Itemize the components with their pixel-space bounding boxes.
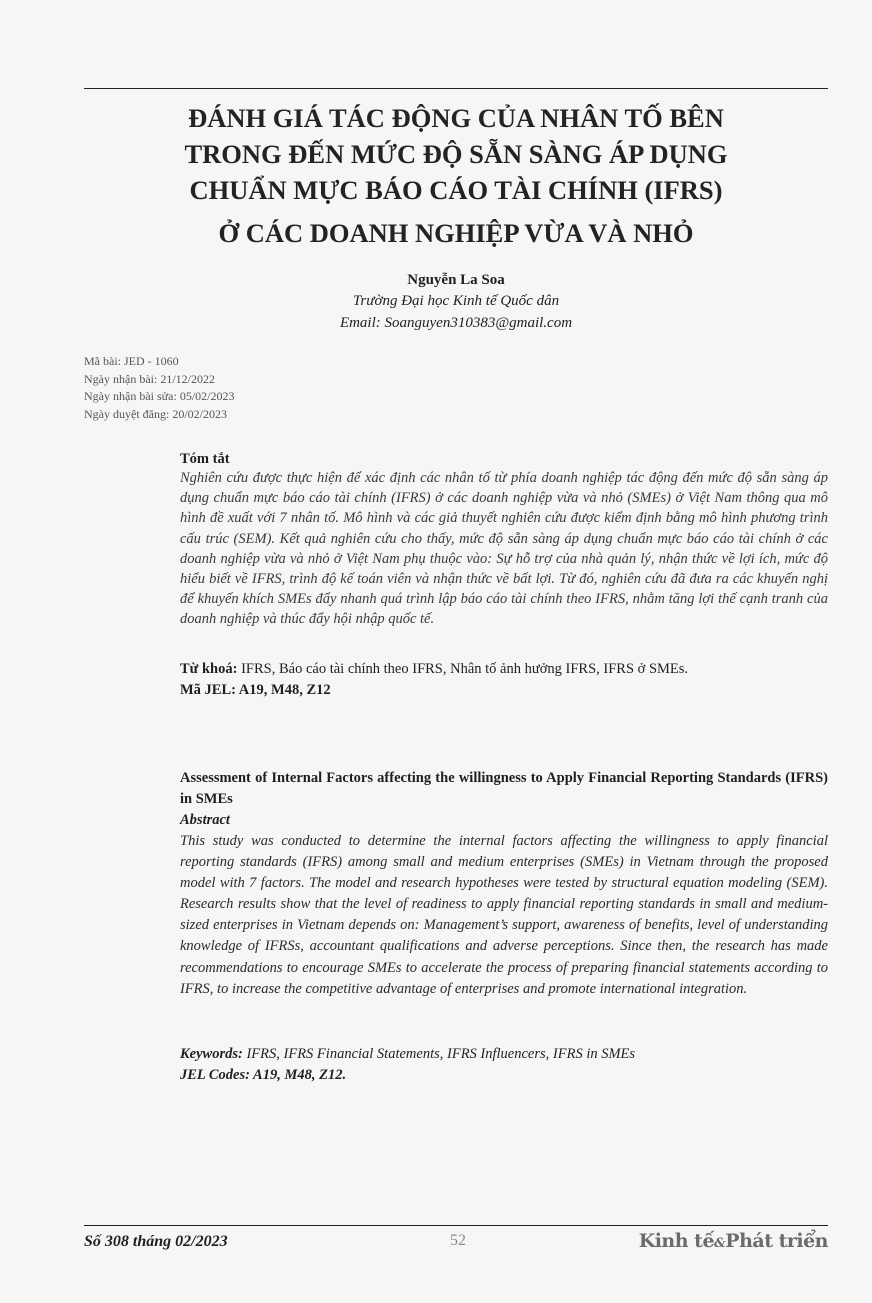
author-email: Email: Soanguyen310383@gmail.com	[339, 315, 573, 331]
revised-date: Ngày nhận bài sửa: 05/02/2023	[84, 389, 235, 403]
vi-keywords	[180, 659, 828, 679]
en-abstract-heading: Abstract	[180, 812, 230, 828]
title-line-4: Ở CÁC DOANH NGHIỆP VỪA VÀ NHỎ	[218, 218, 694, 248]
page-number: 52	[450, 1232, 466, 1249]
journal-amp: &	[714, 1236, 726, 1251]
journal-name-a: Kinh tế	[638, 1230, 715, 1252]
vi-keywords-text: IFRS, Báo cáo tài chính theo IFRS, Nhân tố ảnh hưởng IFRS, IFRS ở SMEs.	[241, 661, 689, 677]
journal-logo	[639, 1230, 828, 1252]
en-keywords-label: Keywords:	[180, 1046, 243, 1062]
article-code: Mã bài: JED - 1060	[84, 354, 179, 368]
article-title	[84, 100, 828, 251]
journal-name-b: Phát triển	[725, 1230, 828, 1252]
en-title: Assessment of Internal Factors affecting the willingness to Apply Financial Reporting Standards (IFRS) in SMEs	[180, 770, 828, 807]
header-rule	[84, 88, 828, 89]
en-keywords	[180, 1044, 828, 1064]
accepted-date: Ngày duyệt đăng: 20/02/2023	[84, 406, 227, 421]
vi-jel-codes: Mã JEL: A19, M48, Z12	[180, 682, 331, 698]
title-line-1: ĐÁNH GIÁ TÁC ĐỘNG CỦA NHÂN TỐ BÊN	[188, 103, 724, 133]
issue-number: Số 308 tháng 02/2023	[84, 1233, 228, 1250]
author-affiliation: Trường Đại học Kinh tế Quốc dân	[352, 293, 560, 309]
en-jel-codes: JEL Codes: A19, M48, Z12.	[180, 1067, 347, 1083]
vi-abstract-heading: Tóm tắt	[180, 451, 230, 467]
vi-abstract-text: Nghiên cứu được thực hiện để xác định các nhân tố từ phía doanh nghiệp tác động đến mức độ sẵn sàng áp dụng chuẩn mực báo cáo tài chính (IFRS) ở các doanh nghiệp vừa và nhỏ (SMEs) ở Việt Nam thông qua mô hình đề xuất với 7 nhân tố. Mô hình và các giả thuyết nghiên cứu được kiểm định bằng mô hình phương trình cấu trúc (SEM). Kết quả nghiên cứu cho thấy, mức độ sẵn sàng áp dụng chuẩn mực báo cáo tài chính ở các doanh nghiệp vừa và nhỏ ở Việt Nam phụ thuộc vào: Sự hỗ trợ của nhà quản lý, nhận thức về lợi ích, mức độ hiểu biết về IFRS, trình độ kế toán viên và nhận thức về bất lợi. Từ đó, nghiên cứu đã đưa ra các khuyến nghị để khuyến khích SMEs đẩy nhanh quá trình lập báo cáo tài chính theo IFRS, nhằm tăng lợi thế cạnh tranh của doanh nghiệp và thúc đẩy hội nhập quốc tế.	[180, 470, 828, 628]
title-line-3: CHUẨN MỰC BÁO CÁO TÀI CHÍNH (IFRS)	[189, 175, 723, 205]
title-line-2: TRONG ĐẾN MỨC ĐỘ SẴN SÀNG ÁP DỤNG	[184, 139, 728, 169]
footer-rule	[84, 1225, 828, 1226]
submission-meta	[84, 353, 234, 423]
en-keywords-text: IFRS, IFRS Financial Statements, IFRS Influencers, IFRS in SMEs	[246, 1046, 636, 1062]
en-abstract-text: This study was conducted to determine the internal factors affecting the willingness to apply financial reporting standards (IFRS) among small and medium enterprises (SMEs) in Vietnam through the proposed model with 7 factors. The model and research hypotheses were tested by structural equation modeling (SEM). Research results show that the level of readiness to apply financial reporting standards in small and medium-sized enterprises in Vietnam depends on: Management’s support, awareness of benefits, level of understanding knowledge of IFRSs, accountant qualifications and adverse perceptions. Since then, the research has made recommendations to encourage SMEs to accelerate the process of preparing financial statements according to IFRS, to increase the competitive advantage of enterprises and promote international integration.	[180, 833, 828, 997]
received-date: Ngày nhận bài: 21/12/2022	[84, 371, 215, 386]
author-name: Nguyễn La Soa	[407, 272, 505, 288]
vi-keywords-label: Từ khoá:	[180, 661, 238, 677]
